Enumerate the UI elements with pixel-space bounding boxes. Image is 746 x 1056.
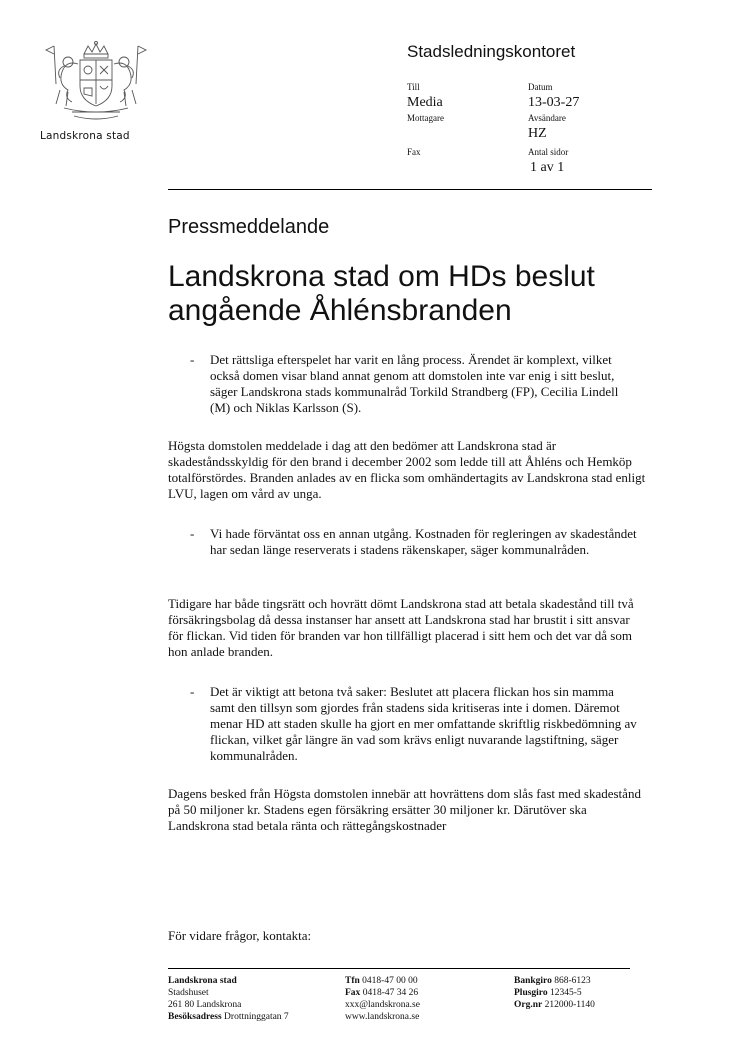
quote-1-text: Det rättsliga efterspelet har varit en lång process. Ärendet är komplext, vilket också domen visar bland annat genom att domstolen inte var enig i sitt beslut, säger Landskrona stads kommunalråd Torkild Strandberg (FP), Cecilia Lindell (M) och Niklas Karlsson (S). — [210, 352, 619, 415]
footer-contact — [345, 975, 420, 1023]
quote-3-text: Det är viktigt att betona två saker: Beslutet att placera flickan hos sin mamma samt den tillsyn som gjordes från stadens sida kritiseras inte i domen. Däremot menar HD att staden skulle ha gjort en mer omfattande skriftlig riskbedömning av flickan, vilket går längre än vad som krävs enligt nuvarande lagstiftning, säger kommunalråden. — [210, 684, 637, 763]
datum-value: 13-03-27 — [528, 95, 580, 110]
quote-dash: - — [190, 352, 195, 367]
office-name: Stadsledningskontoret — [407, 42, 576, 61]
page-title — [168, 260, 688, 328]
coat-of-arms-icon — [44, 40, 148, 124]
footer-divider — [168, 968, 630, 969]
till-label: Till — [407, 82, 420, 92]
footer-plusgiro-value: 12345-5 — [549, 988, 582, 998]
footer-bankgiro-value: 868-6123 — [554, 976, 591, 986]
footer-fax-value: 0418-47 34 26 — [362, 988, 419, 998]
contact-line: För vidare frågor, kontakta: — [168, 928, 312, 943]
footer-web[interactable]: www.landskrona.se — [345, 1012, 420, 1022]
fax-label: Fax — [407, 147, 421, 157]
paragraph-1: Högsta domstolen meddelade i dag att den bedömer att Landskrona stad är skadeståndsskyldig för den brand i december 2002 som ledde till att Åhléns och Hemköp totalförstördes. Branden anlades av en flicka som omhändertagits av Landskrona stad enligt LVU, lagen om vård av unga. — [168, 438, 646, 501]
quote-2-text: Vi hade förväntat oss en annan utgång. Kostnaden för regleringen av skadeståndet har sedan länge reserverats i stadens räkenskaper, säger kommunalråden. — [210, 526, 637, 557]
quote-dash: - — [190, 526, 195, 541]
title-line-1: Landskrona stad om HDs beslut — [168, 260, 595, 293]
footer-visit-label: Besöksadress — [168, 1012, 222, 1022]
footer-postal: 261 80 Landskrona — [168, 1000, 242, 1010]
logo-text: Landskrona stad — [40, 130, 130, 142]
avsandare-label: Avsändare — [528, 113, 566, 123]
datum-label: Datum — [528, 82, 553, 92]
footer-orgnr-value: 212000-1140 — [544, 1000, 595, 1010]
mottagare-label: Mottagare — [407, 113, 444, 123]
footer-visit-value: Drottninggatan 7 — [224, 1012, 289, 1022]
footer-address — [168, 975, 289, 1023]
antal-sidor-label: Antal sidor — [528, 147, 569, 157]
footer-plusgiro-label: Plusgiro — [514, 988, 548, 998]
footer-orgnr-label: Org.nr — [514, 1000, 543, 1010]
footer-bankgiro-label: Bankgiro — [514, 976, 552, 986]
press-release-kicker: Pressmeddelande — [168, 216, 330, 238]
quote-dash: - — [190, 684, 195, 699]
paragraph-2: Tidigare har både tingsrätt och hovrätt dömt Landskrona stad att betala skadestånd till två försäkringsbolag då dessa instanser har ansett att Landskrona stad har brustit i sitt ansvar för flickan. Vid tiden för branden var hon tillfälligt placerad i sitt hem och det var då som hon anlade branden. — [168, 596, 634, 659]
footer-org: Landskrona stad — [168, 976, 237, 986]
footer-building: Stadshuset — [168, 988, 209, 998]
till-value: Media — [407, 95, 443, 110]
footer-tfn-label: Tfn — [345, 976, 360, 986]
footer-tfn-value: 0418-47 00 00 — [362, 976, 418, 986]
footer-fax-label: Fax — [345, 988, 361, 998]
footer-banking — [514, 975, 595, 1011]
antal-sidor-value: 1 av 1 — [530, 160, 565, 175]
title-line-2: angående Åhlénsbranden — [168, 294, 512, 327]
header-divider — [168, 189, 652, 190]
paragraph-3: Dagens besked från Högsta domstolen innebär att hovrättens dom slås fast med skadestånd på 50 miljoner kr. Stadens egen försäkring ersätter 30 miljoner kr. Därutöver ska Landskrona stad betala ränta och rättegångskostnader — [168, 786, 641, 833]
city-logo — [40, 40, 154, 142]
avsandare-value: HZ — [528, 126, 547, 141]
footer-email[interactable]: xxx@landskrona.se — [345, 1000, 420, 1010]
